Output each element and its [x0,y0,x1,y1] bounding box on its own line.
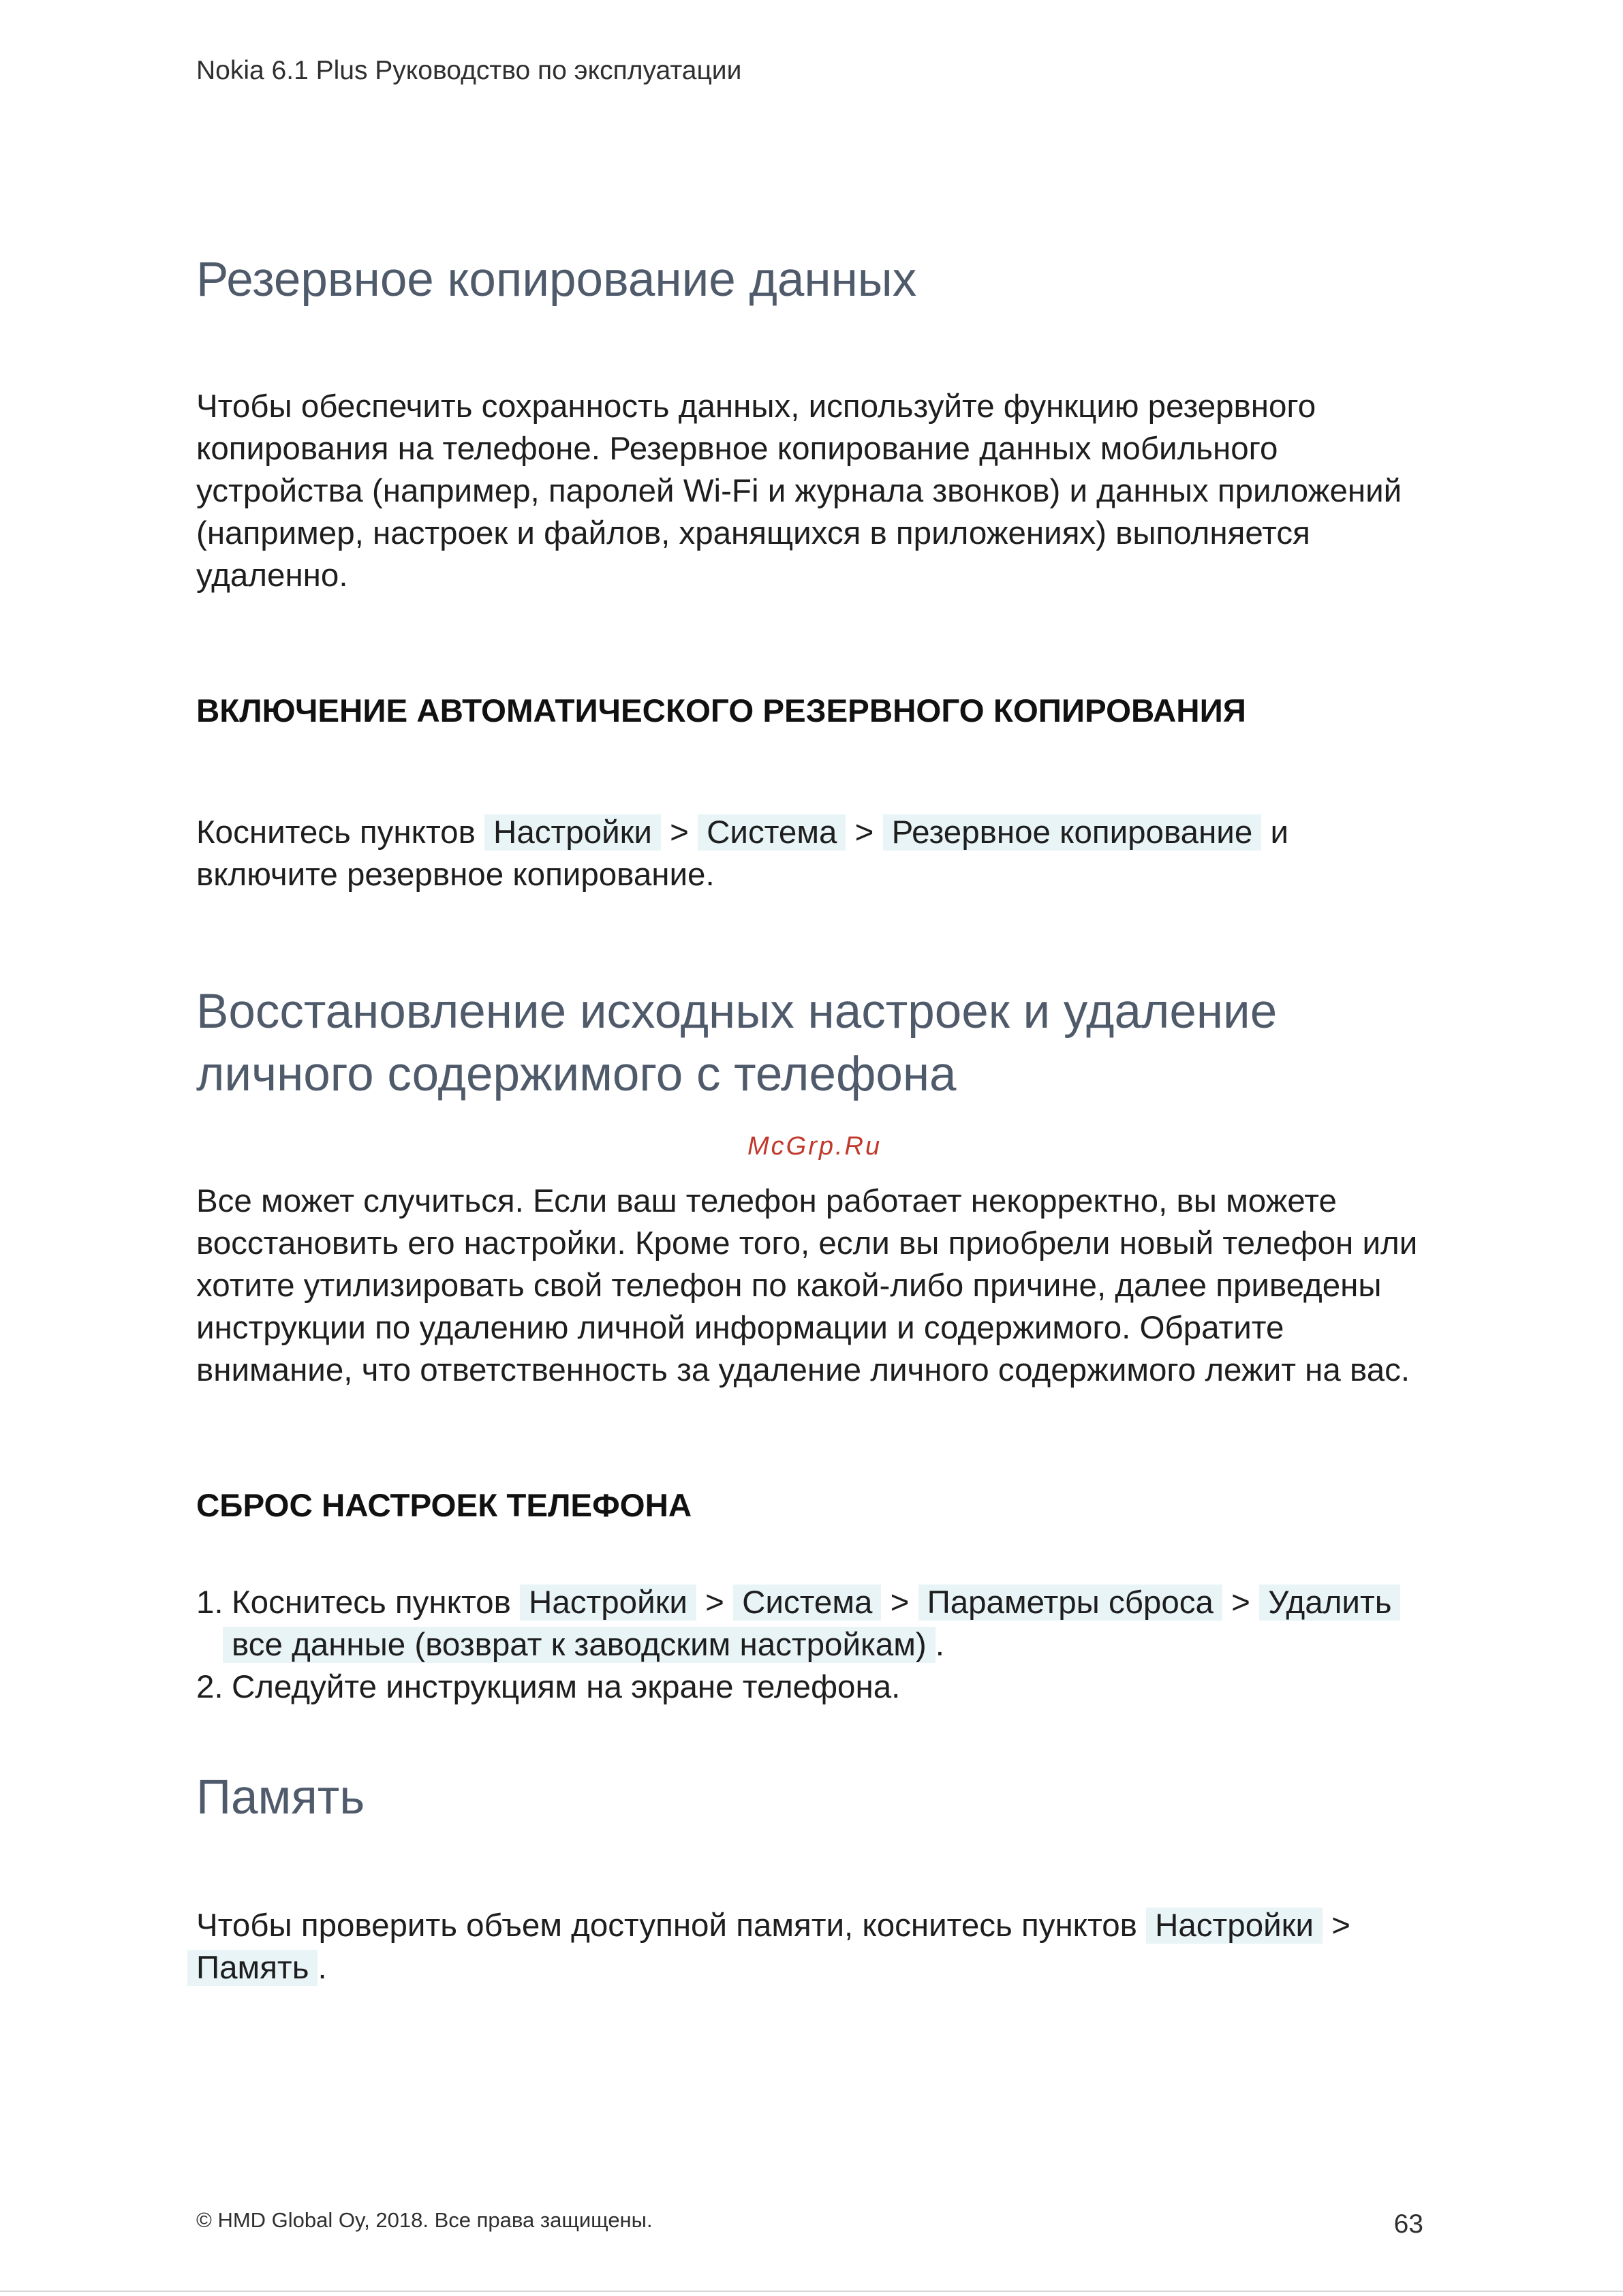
path-settings: Настройки [484,814,661,851]
path-separator: > [1331,1908,1350,1944]
storage-instructions [196,1905,1350,1989]
text-line: восстановить его настройки. Кроме того, если вы приобрели новый телефон или [196,1225,1418,1261]
step-text: Следуйте инструкциям на экране телефона. [232,1669,901,1705]
path-separator: > [890,1585,910,1621]
path-separator: > [1231,1585,1250,1621]
factory-reset-subheading: СБРОС НАСТРОЕК ТЕЛЕФОНА [196,1488,692,1524]
path-separator: > [854,814,874,851]
path-backup: Резервное копирование [883,814,1262,851]
instruction-suffix: и [1270,814,1288,851]
heading-line: личного содержимого с телефона [196,1047,957,1101]
instruction-intro: Чтобы проверить объем доступной памяти, коснитесь пунктов [196,1908,1137,1944]
list-item-continuation [196,1624,1400,1666]
text-line [196,1947,1350,1989]
path-storage: Память [187,1950,318,1986]
backup-section-heading: Резервное копирование данных [196,253,917,307]
step-number: 1. [196,1585,223,1621]
text-line: хотите утилизировать свой телефон по какой-либо причине, далее приведены [196,1268,1382,1304]
path-system: Система [733,1585,881,1621]
backup-description [196,386,1402,597]
path-erase-all-data: Удалить [1259,1585,1400,1621]
auto-backup-subheading: ВКЛЮЧЕНИЕ АВТОМАТИЧЕСКОГО РЕЗЕРВНОГО КОПИРОВАНИЯ [196,693,1246,729]
reset-description [196,1180,1417,1392]
path-separator: > [705,1585,724,1621]
text-line: копирования на телефоне. Резервное копирование данных мобильного [196,431,1278,467]
page-number: 63 [1393,2209,1423,2239]
reset-section-heading [196,981,1277,1106]
copyright-notice: © HMD Global Oy, 2018. Все права защищены. [196,2208,653,2232]
text-line: удаленно. [196,557,348,594]
running-header: Nokia 6.1 Plus Руководство по эксплуатации [196,56,742,85]
page-edge-divider [0,2291,1623,2292]
text-line [196,1905,1350,1947]
path-reset-options: Параметры сброса [918,1585,1222,1621]
sentence-end: . [935,1627,944,1663]
text-line: устройства (например, паролей Wi-Fi и журнала звонков) и данных приложений [196,473,1402,509]
watermark: McGrp.Ru [747,1132,882,1161]
text-line: Все может случиться. Если ваш телефон работает некорректно, вы можете [196,1183,1337,1219]
list-item [196,1666,1400,1709]
path-system: Система [698,814,846,851]
storage-section-heading: Память [196,1771,365,1824]
factory-reset-steps [196,1582,1400,1709]
list-item [196,1582,1400,1624]
sentence-end: . [318,1950,327,1986]
instruction-intro: Коснитесь пунктов [196,814,476,851]
text-line: инструкции по удалению личной информации и содержимого. Обратите [196,1310,1284,1346]
path-separator: > [670,814,689,851]
path-erase-all-data: все данные (возврат к заводским настройкам) [223,1627,936,1663]
path-settings: Настройки [1146,1908,1323,1944]
path-settings: Настройки [520,1585,696,1621]
text-line: внимание, что ответственность за удаление личного содержимого лежит на вас. [196,1352,1410,1388]
heading-line: Восстановление исходных настроек и удаление [196,985,1278,1039]
text-line: Чтобы обеспечить сохранность данных, используйте функцию резервного [196,388,1316,425]
text-line [196,812,1288,854]
step-number: 2. [196,1669,223,1705]
text-line: (например, настроек и файлов, хранящихся в приложениях) выполняется [196,515,1310,551]
text-line: включите резервное копирование. [196,857,715,893]
auto-backup-instructions [196,812,1288,896]
instruction-intro: Коснитесь пунктов [232,1585,511,1621]
